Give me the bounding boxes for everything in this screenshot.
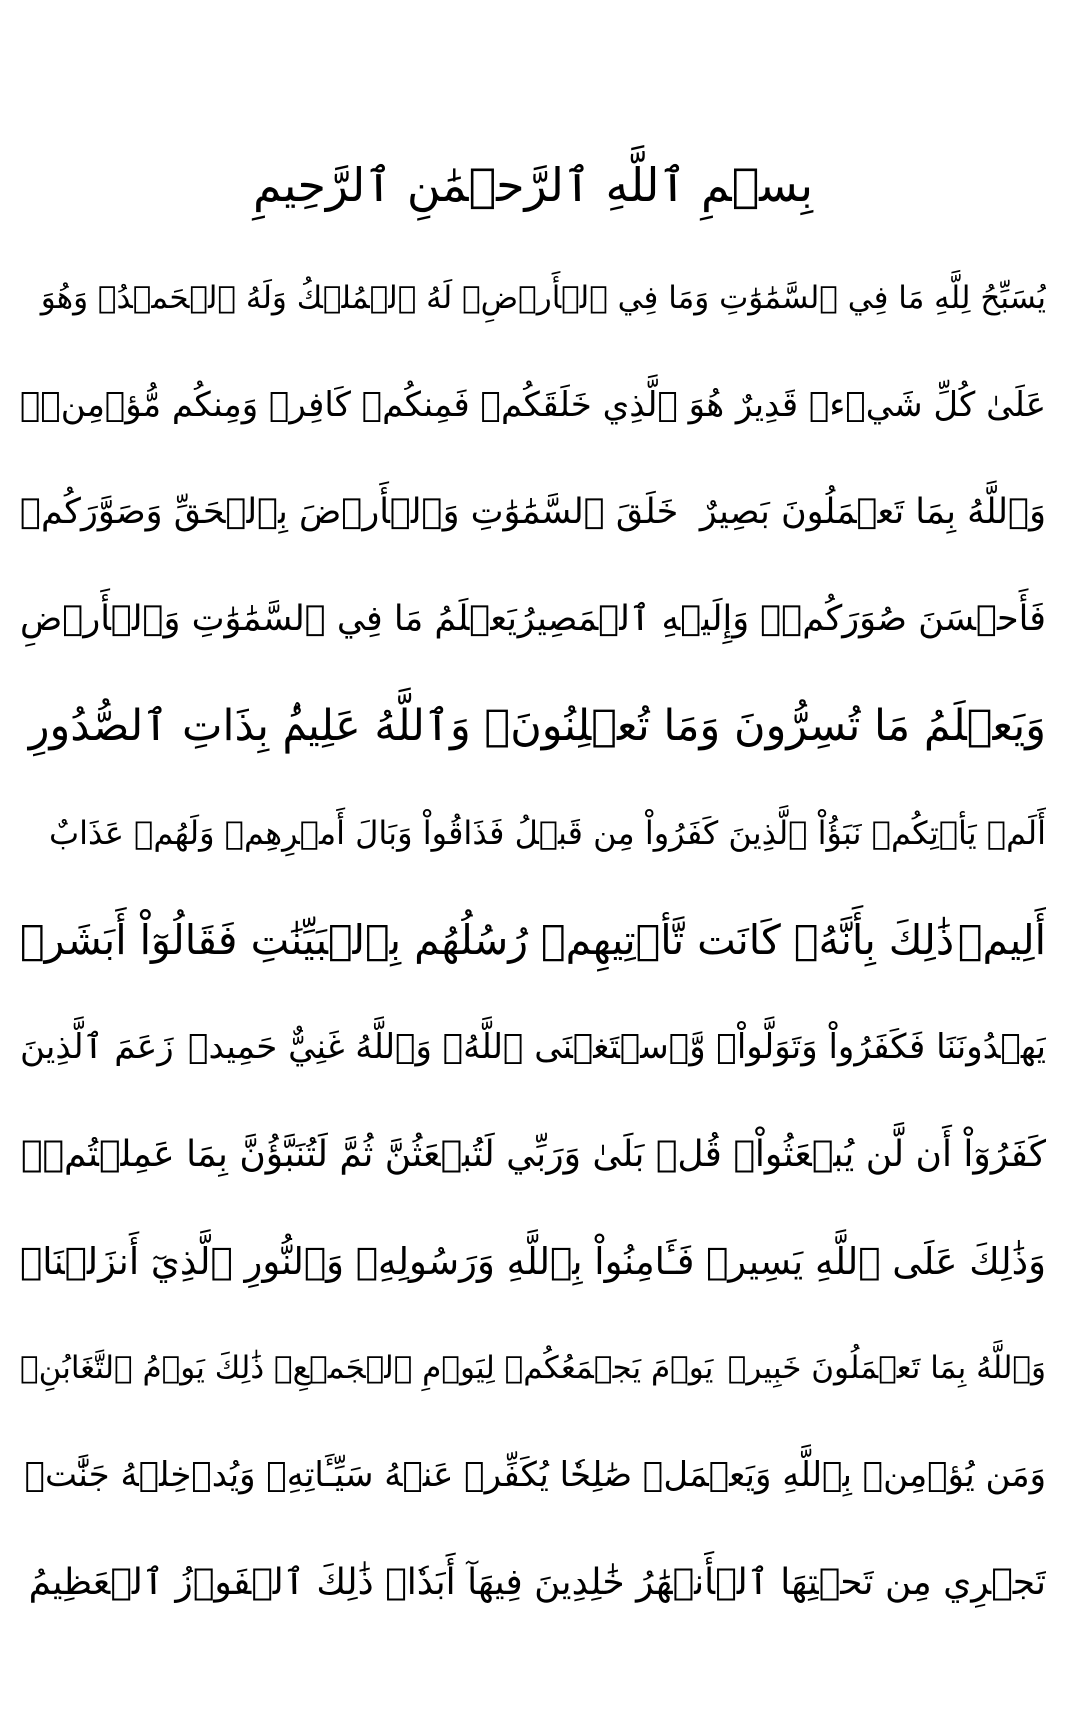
text-line: [20, 1315, 1046, 1422]
verse-segment: وَمَن يُؤۡمِنۢ بِٱللَّهِ وَيَعۡمَلۡ صَٰلِحٗا يُكَفِّرۡ عَنۡهُ سَيِّـَٔاتِهِۦ وَيُدۡخِلۡهُ جَنَّٰتٖ: [24, 1455, 1046, 1495]
basmala: بِسۡمِ ٱللَّهِ ٱلرَّحۡمَٰنِ ٱلرَّحِيمِ: [252, 158, 814, 212]
verse-segment: تَجۡرِي مِن تَحۡتِهَا ٱلۡأَنۡهَٰرُ خَٰلِدِينَ فِيهَآ أَبَدٗاۚ ذَٰلِكَ ٱلۡفَوۡزُ ٱلۡعَظِيمُ: [28, 1562, 1046, 1603]
text-line: [20, 780, 1046, 887]
verse-segment: أَلَمۡ يَأۡتِكُمۡ نَبَؤُاْ ٱلَّذِينَ كَفَرُواْ مِن قَبۡلُ فَذَاقُواْ وَبَالَ أَمۡرِهِمۡ وَلَهُمۡ عَذَابٌ: [49, 814, 1046, 852]
text-line: [20, 1101, 1046, 1208]
verse-segment: ذَٰلِكَ بِأَنَّهُۥ كَانَت تَّأۡتِيهِمۡ رُسُلُهُم بِٱلۡبَيِّنَٰتِ فَقَالُوٓاْ أَبَشَرٞ: [20, 916, 955, 964]
verse-segment: يَعۡلَمُ مَا فِي ٱلسَّمَٰوَٰتِ وَٱلۡأَرۡضِ: [20, 599, 517, 639]
verse-segment: وَذَٰلِكَ عَلَى ٱللَّهِ يَسِيرٞ: [706, 1240, 1046, 1283]
verse-lines: [20, 245, 1046, 1636]
text-line: [20, 673, 1046, 780]
verse-segment: فَأَحۡسَنَ صُوَرَكُمۡۖ وَإِلَيۡهِ ٱلۡمَصِيرُ: [517, 599, 1046, 639]
verse-segment: يَهۡدُونَنَا فَكَفَرُواْ وَتَوَلَّواْۖ وَّٱسۡتَغۡنَى ٱللَّهُۚ وَٱللَّهُ غَنِيٌّ حَمِيدٞ: [188, 1027, 1046, 1067]
verse-segment: خَلَقَ ٱلسَّمَٰوَٰتِ وَٱلۡأَرۡضَ بِٱلۡحَقِّ وَصَوَّرَكُمۡ: [20, 492, 679, 532]
verse-segment: وَٱللَّهُ بِمَا تَعۡمَلُونَ بَصِيرٌ: [699, 492, 1046, 532]
text-line: [20, 1208, 1046, 1315]
text-line: [20, 245, 1046, 352]
text-line: [20, 1422, 1046, 1529]
verse-segment: عَلَىٰ كُلِّ شَيۡءٖ قَدِيرٌ: [735, 385, 1046, 425]
verse-segment: وَٱللَّهُ بِمَا تَعۡمَلُونَ خَبِيرٞ: [727, 1350, 1046, 1386]
text-line: [20, 1529, 1046, 1636]
verse-segment: يُسَبِّحُ لِلَّهِ مَا فِي ٱلسَّمَٰوَٰتِ وَمَا فِي ٱلۡأَرۡضِۖ لَهُ ٱلۡمُلۡكُ وَلَهُ ٱلۡحَمۡدُۖ وَهُوَ: [40, 280, 1046, 316]
verse-segment: زَعَمَ ٱلَّذِينَ: [20, 1027, 174, 1067]
verse-segment: فَـَٔامِنُواْ بِٱللَّهِ وَرَسُولِهِۦ وَٱلنُّورِ ٱلَّذِيٓ أَنزَلۡنَاۚ: [20, 1240, 695, 1283]
text-line: [20, 994, 1046, 1101]
verse-segment: هُوَ ٱلَّذِي خَلَقَكُمۡ فَمِنكُمۡ كَافِرٞ وَمِنكُم مُّؤۡمِنٞۚ: [20, 385, 725, 425]
verse-segment: أَلِيمٞ: [957, 916, 1046, 964]
text-line: [20, 459, 1046, 566]
verse-segment: يَوۡمَ يَجۡمَعُكُمۡ لِيَوۡمِ ٱلۡجَمۡعِۖ ذَٰلِكَ يَوۡمُ ٱلتَّغَابُنِۗ: [20, 1350, 714, 1386]
text-line: [20, 887, 1046, 994]
text-line: [20, 352, 1046, 459]
verse-segment: كَفَرُوٓاْ أَن لَّن يُبۡعَثُواْۚ قُلۡ بَلَىٰ وَرَبِّي لَتُبۡعَثُنَّ ثُمَّ لَتُنَبَّؤُنَّ بِمَا عَمِلۡتُمۡۚ: [20, 1134, 1046, 1175]
text-line: [20, 566, 1046, 673]
verse-segment: وَيَعۡلَمُ مَا تُسِرُّونَ وَمَا تُعۡلِنُونَۚ وَٱللَّهُ عَلِيمُۢ بِذَاتِ ٱلصُّدُورِ: [28, 701, 1046, 751]
